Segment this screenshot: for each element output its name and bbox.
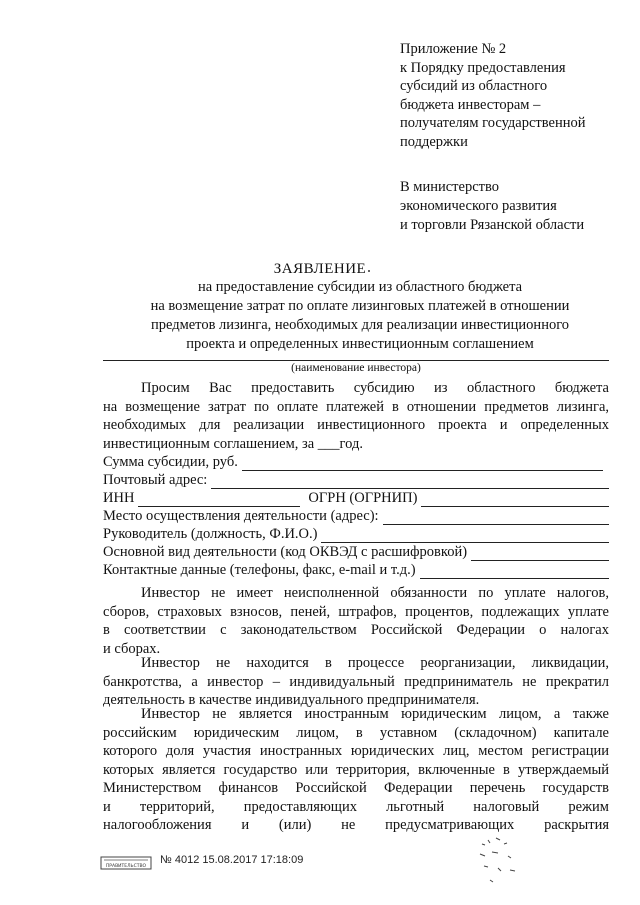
field-label: Контактные данные (телефоны, факс, e-mail и т.д.)	[103, 562, 416, 578]
taxes-paragraph	[103, 584, 609, 658]
request-paragraph	[103, 379, 609, 453]
appendix-line: к Порядку предоставления	[400, 59, 566, 76]
field-line[interactable]	[383, 511, 609, 525]
paragraph-line: российским юридическим лицом, в уставном (складочном) капитале	[103, 724, 609, 741]
subtitle-line: проекта и определенных инвестиционным соглашением	[186, 336, 534, 352]
paragraph-line: инвестиционным соглашением, за ___год.	[103, 435, 363, 452]
ogrn-line[interactable]	[421, 493, 609, 507]
document-title: ЗАЯВЛЕНИЕ	[273, 261, 367, 277]
field-line[interactable]	[211, 475, 609, 489]
inn-ogrn-field[interactable]	[103, 489, 609, 507]
document-subtitle	[110, 278, 610, 354]
field-label: ОГРН (ОГРНИП)	[308, 490, 418, 506]
paragraph-line: на возмещение затрат по оплате платежей в отношении предметов лизинга,	[103, 398, 609, 415]
subtitle-line: на предоставление субсидии из областного бюджета	[197, 279, 523, 295]
field-label: Место осуществления деятельности (адрес):	[103, 508, 379, 524]
paragraph-line: Инвестор не является иностранным юридическим лицом, а также	[141, 706, 609, 722]
paragraph-line: Министерством финансов Российской Федерации перечень государств	[103, 780, 609, 796]
stamp-label: ПРАВИТЕЛЬСТВО	[105, 864, 147, 869]
inn-line[interactable]	[138, 493, 300, 507]
head-field[interactable]	[103, 525, 609, 543]
addressee-line: и торговли Рязанской области	[400, 217, 585, 233]
field-line[interactable]	[321, 529, 609, 543]
main-activity-field[interactable]	[103, 543, 609, 561]
foreign-entity-paragraph	[103, 705, 609, 835]
paragraph-line: Просим Вас предоставить субсидию из областного бюджета	[141, 380, 609, 396]
paragraph-line: деятельность в качестве индивидуального предпринимателя.	[103, 692, 480, 708]
paragraph-line: налогообложения и (или) не предусматривающих раскрытия	[103, 817, 609, 833]
registration-number: № 4012 15.08.2017 17:18:09	[160, 854, 304, 866]
appendix-line: бюджета инвесторам –	[400, 96, 541, 113]
paragraph-line: и сборах.	[103, 640, 161, 657]
investor-name-caption: (наименование инвестора)	[291, 362, 421, 374]
paragraph-line: и территорий, предоставляющих льготный налоговый режим	[103, 798, 609, 815]
paragraph-line: сборов, страховых взносов, пеней, штрафов, процентов, подлежащих уплате	[103, 603, 609, 620]
paragraph-line: Инвестор не имеет неисполненной обязанности по уплате налогов,	[141, 585, 609, 601]
subtitle-line: на возмещение затрат по оплате лизинговых платежей в отношении	[150, 298, 570, 314]
appendix-line: Приложение № 2	[400, 41, 507, 57]
activity-place-field[interactable]	[103, 507, 609, 525]
addressee-block	[400, 178, 630, 235]
addressee-line: В министерство	[400, 179, 499, 195]
field-label: Основной вид деятельности (код ОКВЭД с расшифровкой)	[103, 544, 468, 560]
paragraph-line: необходимых для реализации инвестиционного проекта и определенных	[103, 417, 609, 433]
addressee-line: экономического развития	[400, 198, 557, 214]
registration-stamp-icon	[100, 856, 152, 870]
contacts-field[interactable]	[103, 561, 609, 579]
appendix-line: получателям государственной	[400, 115, 586, 131]
field-label: ИНН	[103, 490, 135, 506]
paragraph-line: которого доля участия иностранных юридических лиц, местом регистрации	[103, 743, 609, 759]
paragraph-line: банкротства, а инвестор – индивидуальный предприниматель не прекратил	[103, 673, 609, 690]
field-label: Почтовый адрес:	[103, 472, 208, 488]
paragraph-line: которых является государство или территория, включенные в утверждаемый	[103, 761, 609, 778]
appendix-line: поддержки	[400, 133, 468, 150]
investor-name-line[interactable]	[103, 360, 609, 361]
paragraph-line: в соответствии с законодательством Российской Федерации о налогах	[103, 622, 609, 638]
signature-marks-icon	[470, 830, 530, 890]
field-line[interactable]	[471, 547, 609, 561]
paragraph-line: Инвестор не находится в процессе реорганизации, ликвидации,	[141, 655, 609, 671]
reorganization-paragraph	[103, 654, 609, 710]
subtitle-line: предметов лизинга, необходимых для реализации инвестиционного	[150, 317, 570, 333]
field-label: Сумма субсидии, руб.	[103, 454, 238, 470]
postal-address-field[interactable]	[103, 471, 609, 489]
field-line[interactable]	[242, 457, 603, 471]
field-line[interactable]	[420, 565, 609, 579]
appendix-header	[400, 40, 630, 151]
field-label: Руководитель (должность, Ф.И.О.)	[103, 526, 318, 542]
appendix-line: субсидий из областного	[400, 78, 548, 94]
subsidy-amount-field[interactable]	[103, 453, 603, 471]
